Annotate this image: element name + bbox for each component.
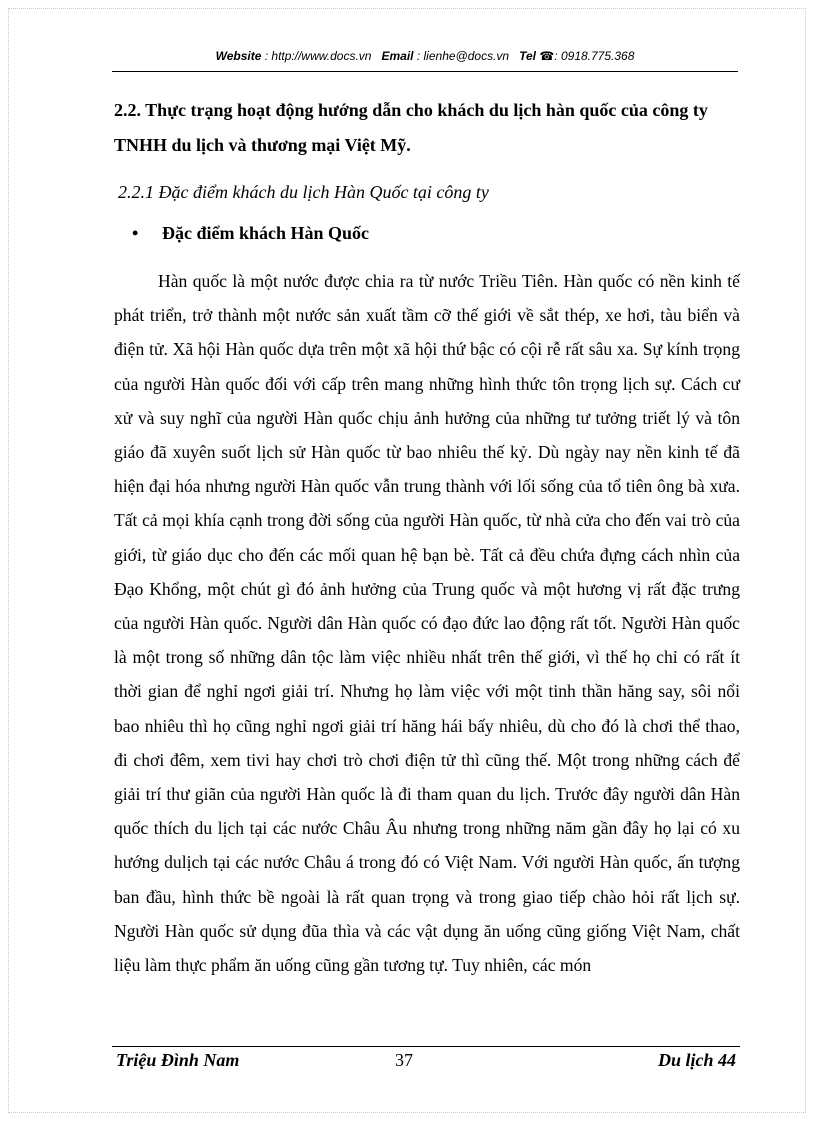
- tel-value: : 0918.775.368: [554, 49, 635, 63]
- footer-class: Du lịch 44: [657, 1050, 736, 1070]
- section-title: 2.2. Thực trạng hoạt động hướng dẫn cho khách du lịch hàn quốc của công ty TNHH du lịch và thương mại Việt Mỹ.: [114, 100, 708, 155]
- footer-author: Triệu Đình Nam: [116, 1050, 240, 1070]
- bullet-icon: •: [132, 223, 139, 243]
- page-footer: [112, 1050, 740, 1074]
- page-number: 37: [395, 1050, 413, 1070]
- tel-label: Tel: [519, 49, 536, 63]
- page-header: [112, 49, 738, 63]
- bullet-heading: [132, 220, 369, 246]
- website-value: : http://www.docs.vn: [264, 49, 372, 63]
- email-value: : lienhe@docs.vn: [416, 49, 510, 63]
- bullet-heading-text: Đặc điểm khách Hàn Quốc: [162, 223, 370, 243]
- phone-icon: ☎: [539, 49, 555, 63]
- subsection-title: 2.2.1 Đặc điểm khách du lịch Hàn Quốc tại công ty: [118, 182, 489, 202]
- header-divider: [112, 71, 738, 72]
- footer-divider: [112, 1046, 740, 1047]
- body-text: [114, 264, 740, 982]
- email-label: Email: [381, 49, 414, 63]
- body-paragraph: Hàn quốc là một nước được chia ra từ nước Triều Tiên. Hàn quốc có nền kinh tế phát triển, trở thành một nước sản xuất tầm cỡ thế giới về sắt thép, xe hơi, tàu biển và điện tử. Xã hội Hàn quốc dựa trên một xã hội thứ bậc có cội rễ rất sâu xa. Sự kính trọng của người Hàn quốc đối với cấp trên mang những hình thức tôn trọng lịch sự. Cách cư xử và suy nghĩ của người Hàn quốc chịu ảnh hưởng của những tư tưởng triết lý và tôn giáo đã xuyên suốt lịch sử Hàn quốc từ bao nhiêu thế kỷ. Dù ngày nay nền kinh tế đã hiện đại hóa nhưng người Hàn quốc vẫn trung thành với lối sống của tổ tiên ông bà xưa. Tất cả mọi khía cạnh trong đời sống của người Hàn quốc, từ nhà cửa cho đến vai trò của giới, từ giáo dục cho đến các mối quan hệ bạn bè. Tất cả đều chứa đựng cách nhìn của Đạo Khổng, một chút gì đó ảnh hưởng của Trung quốc và một hương vị rất đặc trưng của người Hàn quốc. Người dân Hàn quốc có đạo đức lao động rất tốt. Người Hàn quốc là một trong số những dân tộc làm việc nhiều nhất trên thế giới, vì thế họ chỉ có rất ít thời gian để nghỉ ngơi giải trí. Nhưng họ làm việc với một tinh thần hăng say, sôi nổi bao nhiêu thì họ cũng nghỉ ngơi giải trí hăng hái bấy nhiêu, dù cho đó là chơi thể thao, đi chơi đêm, xem tivi hay chơi trò chơi điện tử thì cũng thế. Một trong những cách để giải trí thư giãn của người Hàn quốc là đi tham quan du lịch. Trước đây người dân Hàn quốc thích du lịch tại các nước Châu Âu nhưng trong những năm gần đây họ lại có xu hướng dulịch tại các nước Châu á trong đó có Việt Nam. Với người Hàn quốc, ấn tượng ban đầu, hình thức bề ngoài là rất quan trọng và trong giao tiếp chào hỏi rất lịch sự. Người Hàn quốc sử dụng đũa thìa và các vật dụng ăn uống cũng giống Việt Nam, chất liệu làm thực phẩm ăn uống cũng gần tương tự. Tuy nhiên, các món: [114, 271, 740, 976]
- website-label: Website: [215, 49, 262, 63]
